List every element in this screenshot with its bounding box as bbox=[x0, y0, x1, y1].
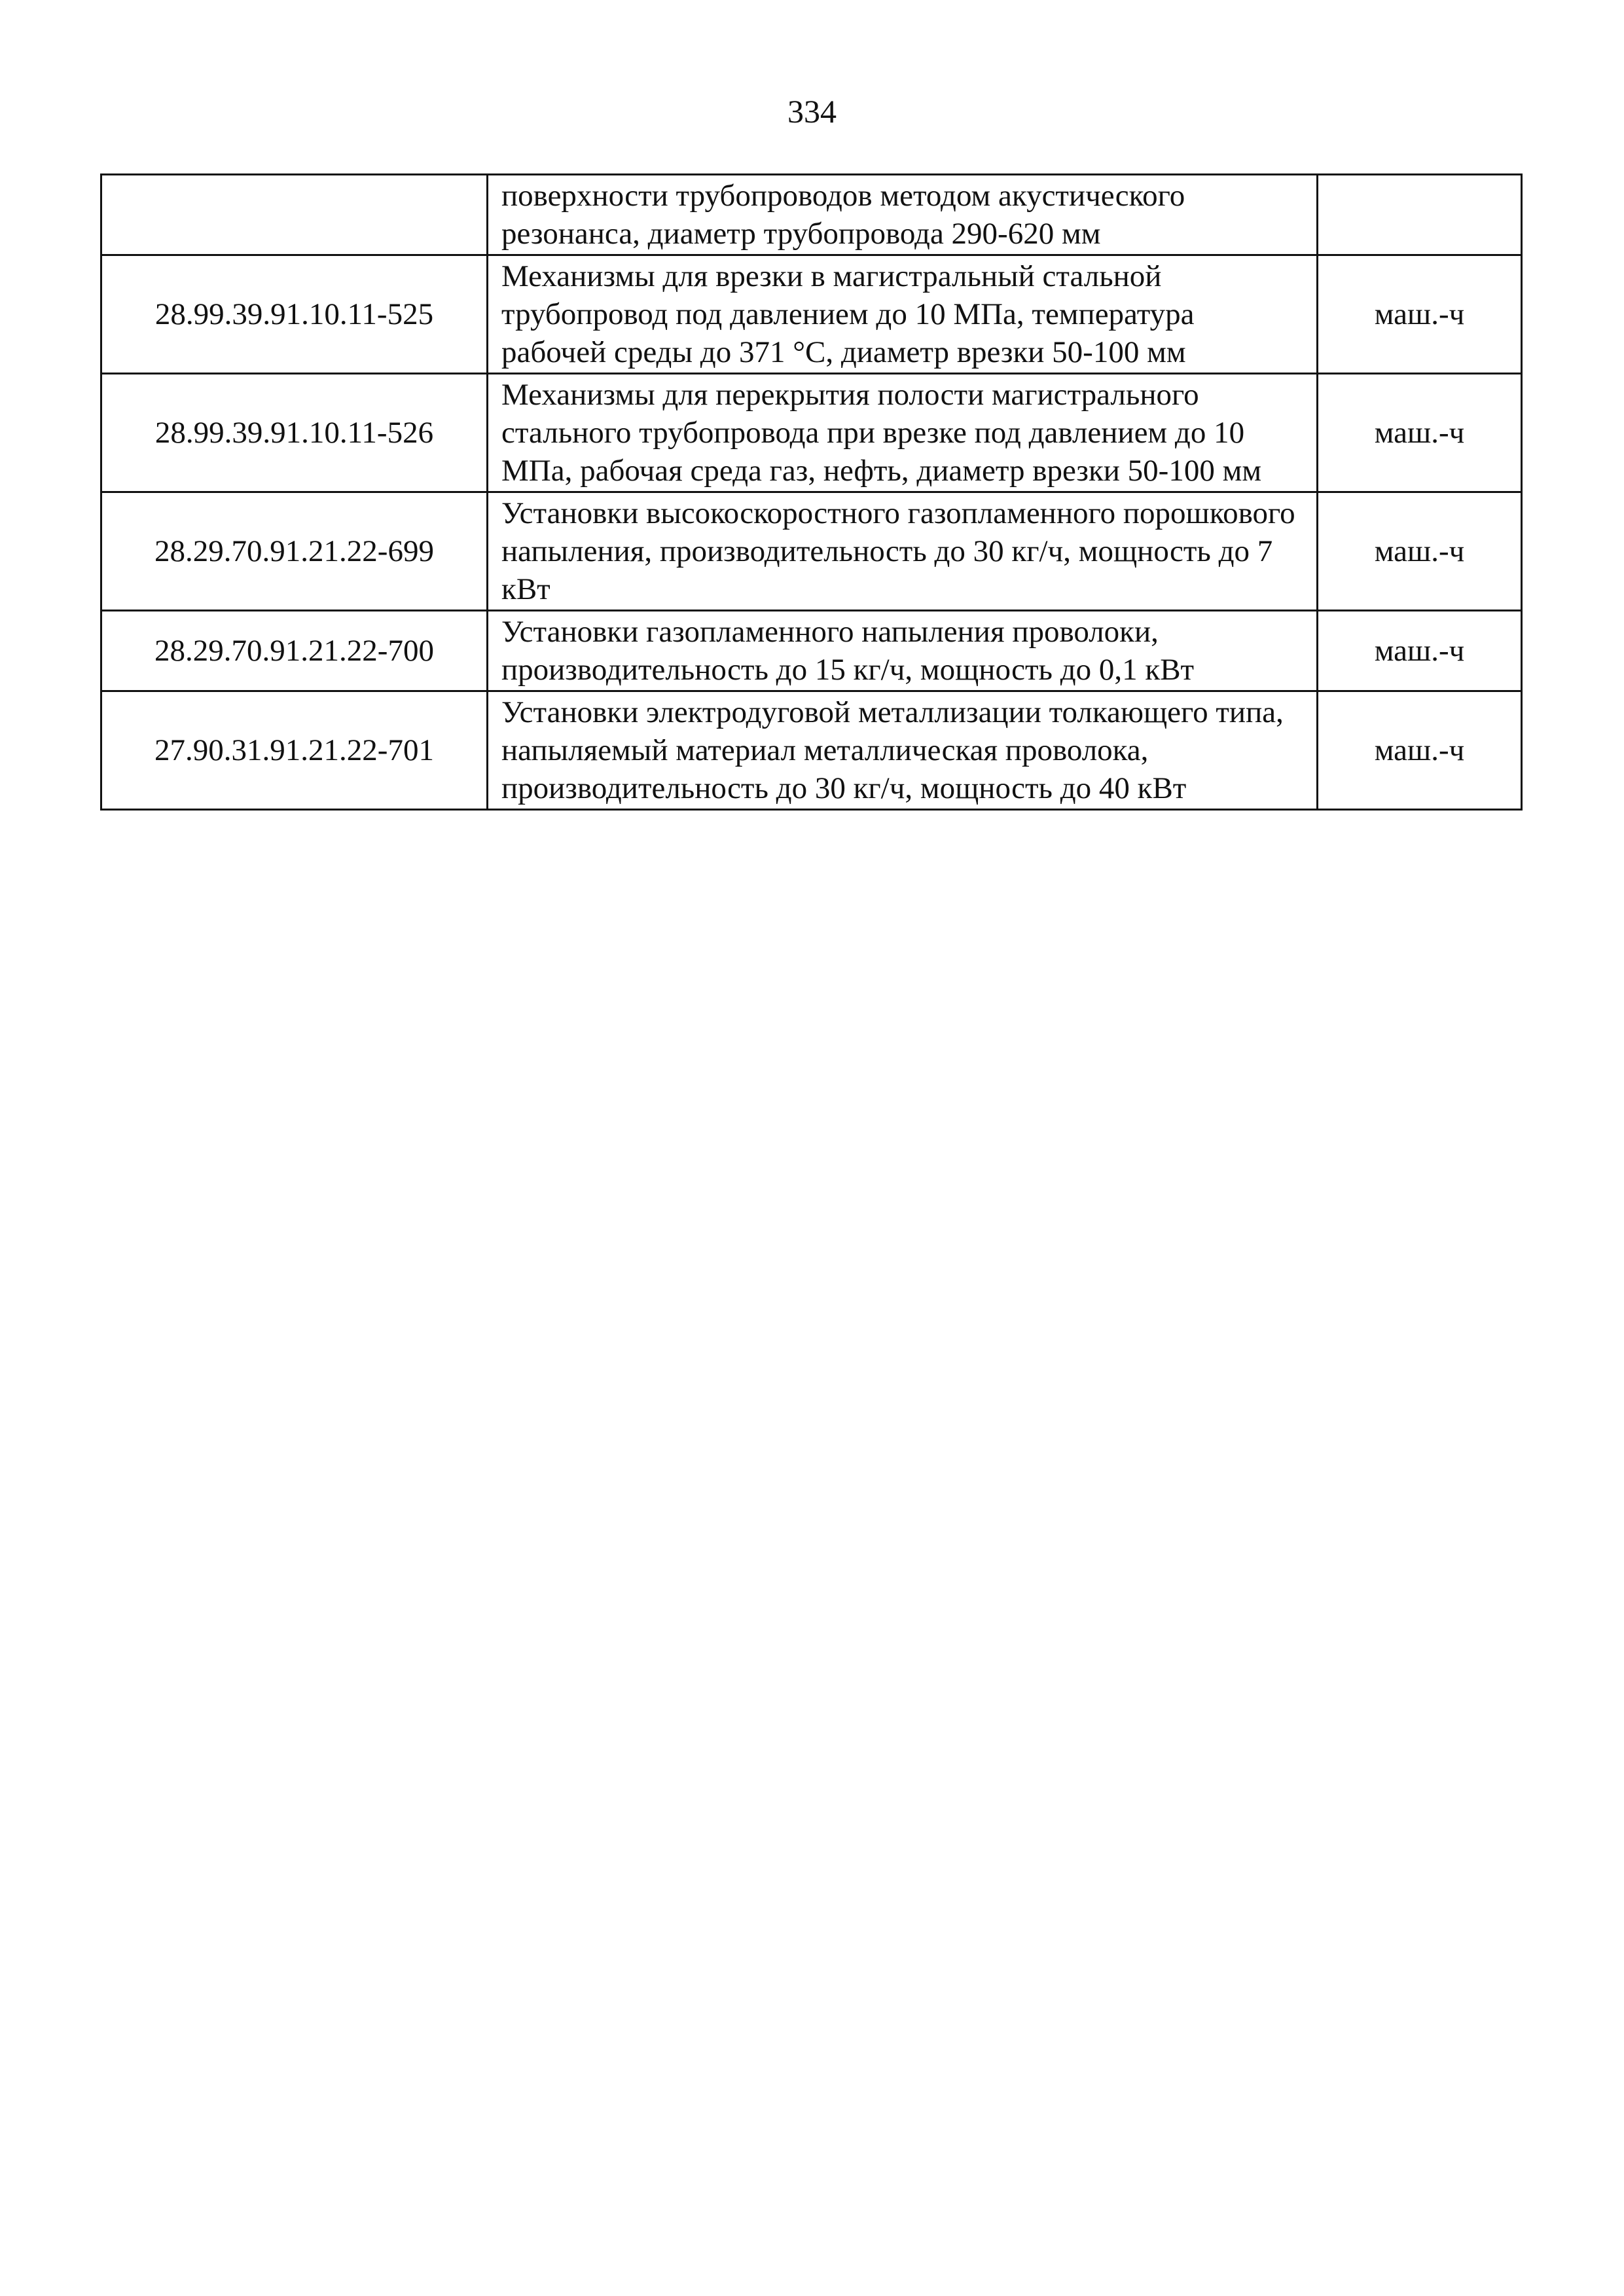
resource-code bbox=[101, 175, 488, 255]
resource-unit: маш.-ч bbox=[1318, 691, 1522, 810]
page-number: 334 bbox=[787, 93, 837, 130]
resource-unit: маш.-ч bbox=[1318, 255, 1522, 374]
table-row bbox=[101, 175, 1522, 255]
resource-table bbox=[100, 173, 1523, 811]
table-row bbox=[101, 691, 1522, 810]
resource-description: Установки высокоскоростного газопламенного порошкового напыления, производительность до 30 кг/ч, мощность до 7 кВт bbox=[488, 492, 1318, 611]
resource-description: Механизмы для перекрытия полости магистрального стального трубопровода при врезке под давлением до 10 МПа, рабочая среда газ, нефть, диаметр врезки 50-100 мм bbox=[488, 374, 1318, 492]
resource-description: Установки газопламенного напыления проволоки, производительность до 15 кг/ч, мощность до 0,1 кВт bbox=[488, 611, 1318, 691]
resource-description: Установки электродуговой металлизации толкающего типа, напыляемый материал металлическая проволока, производительность до 30 кг/ч, мощность до 40 кВт bbox=[488, 691, 1318, 810]
table-row bbox=[101, 492, 1522, 611]
resource-unit: маш.-ч bbox=[1318, 374, 1522, 492]
resource-code: 27.90.31.91.21.22-701 bbox=[101, 691, 488, 810]
resource-code: 28.99.39.91.10.11-525 bbox=[101, 255, 488, 374]
resource-code: 28.29.70.91.21.22-700 bbox=[101, 611, 488, 691]
table-row bbox=[101, 611, 1522, 691]
resource-description: поверхности трубопроводов методом акустического резонанса, диаметр трубопровода 290-620 мм bbox=[488, 175, 1318, 255]
table-row bbox=[101, 374, 1522, 492]
resource-description: Механизмы для врезки в магистральный стальной трубопровод под давлением до 10 МПа, температура рабочей среды до 371 °С, диаметр врезки 50-100 мм bbox=[488, 255, 1318, 374]
resource-code: 28.99.39.91.10.11-526 bbox=[101, 374, 488, 492]
resource-unit: маш.-ч bbox=[1318, 611, 1522, 691]
resource-unit bbox=[1318, 175, 1522, 255]
resource-unit: маш.-ч bbox=[1318, 492, 1522, 611]
table-row bbox=[101, 255, 1522, 374]
resource-code: 28.29.70.91.21.22-699 bbox=[101, 492, 488, 611]
